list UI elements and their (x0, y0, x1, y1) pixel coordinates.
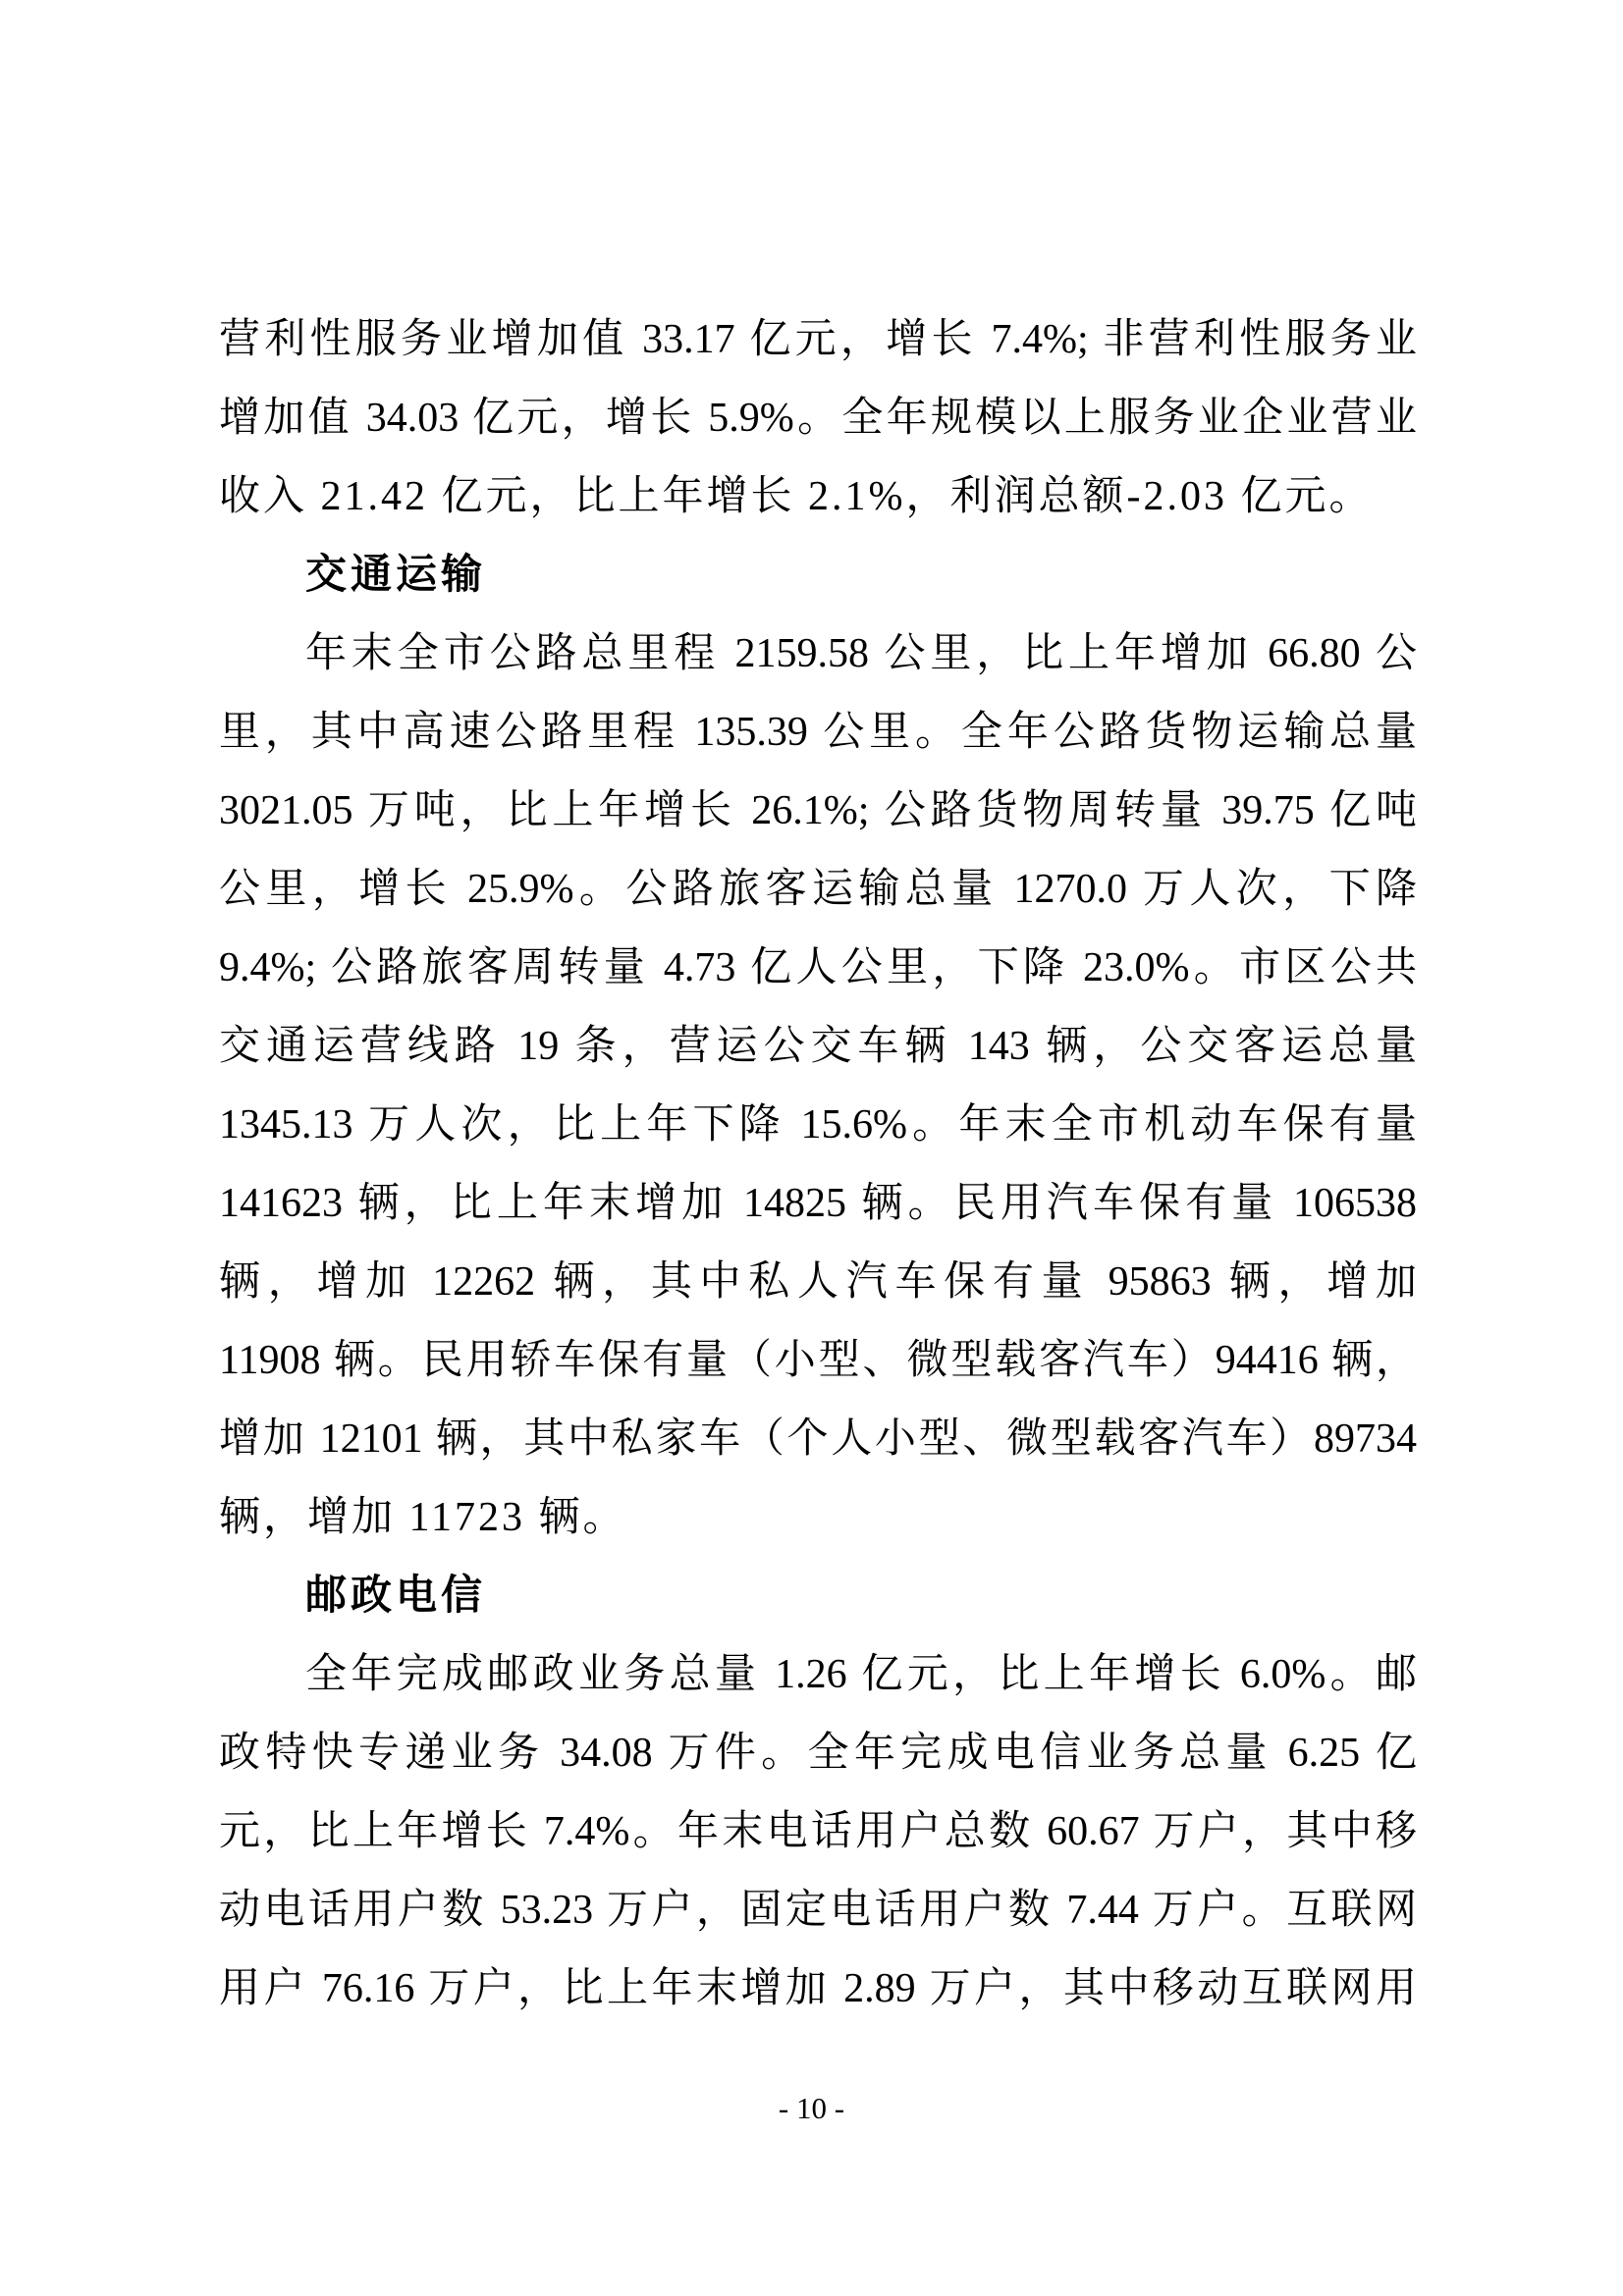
section-heading: 邮政电信 (305, 1574, 487, 1619)
text-line: 3021.05 万吨，比上年增长 26.1%; 公路货物周转量 39.75 亿吨 (219, 788, 1417, 833)
text-line: 政特快专递业务 34.08 万件。全年完成电信业务总量 6.25 亿 (219, 1731, 1417, 1776)
text-line: 公里，增长 25.9%。公路旅客运输总量 1270.0 万人次，下降 (219, 867, 1417, 912)
text-line: 用户 76.16 万户，比上年末增加 2.89 万户，其中移动互联网用 (219, 1966, 1417, 2011)
text-line: 动电话用户数 53.23 万户，固定电话用户数 7.44 万户。互联网 (219, 1888, 1417, 1933)
text-line: 收入 21.42 亿元，比上年增长 2.1%，利润总额-2.03 亿元。 (219, 474, 1374, 519)
text-line: 141623 辆，比上年末增加 14825 辆。民用汽车保有量 106538 (219, 1181, 1417, 1226)
text-line: 里，其中高速公路里程 135.39 公里。全年公路货物运输总量 (219, 710, 1417, 755)
text-line: 年末全市公路总里程 2159.58 公里，比上年增加 66.80 公 (305, 631, 1417, 676)
document-body (219, 300, 1417, 2028)
text-line: 辆，增加 12262 辆，其中私人汽车保有量 95863 辆，增加 (219, 1259, 1417, 1305)
text-line: 9.4%; 公路旅客周转量 4.73 亿人公里，下降 23.0%。市区公共 (219, 945, 1417, 990)
text-line: 1345.13 万人次，比上年下降 15.6%。年末全市机动车保有量 (219, 1102, 1417, 1148)
text-line: 全年完成邮政业务总量 1.26 亿元，比上年增长 6.0%。邮 (305, 1652, 1417, 1697)
text-line: 增加 12101 辆，其中私家车（个人小型、微型载客汽车）89734 (219, 1416, 1417, 1462)
page-number: - 10 - (778, 2091, 845, 2125)
text-line: 增加值 34.03 亿元，增长 5.9%。全年规模以上服务业企业营业 (219, 396, 1417, 441)
section-heading: 交通运输 (305, 553, 487, 598)
text-line: 11908 辆。民用轿车保有量（小型、微型载客汽车）94416 辆， (219, 1338, 1417, 1383)
text-line: 交通运营线路 19 条，营运公交车辆 143 辆，公交客运总量 (219, 1024, 1417, 1069)
text-line: 营利性服务业增加值 33.17 亿元，增长 7.4%; 非营利性服务业 (219, 317, 1417, 362)
text-line: 元，比上年增长 7.4%。年末电话用户总数 60.67 万户，其中移 (219, 1809, 1417, 1854)
text-line: 辆，增加 11723 辆。 (219, 1495, 627, 1540)
